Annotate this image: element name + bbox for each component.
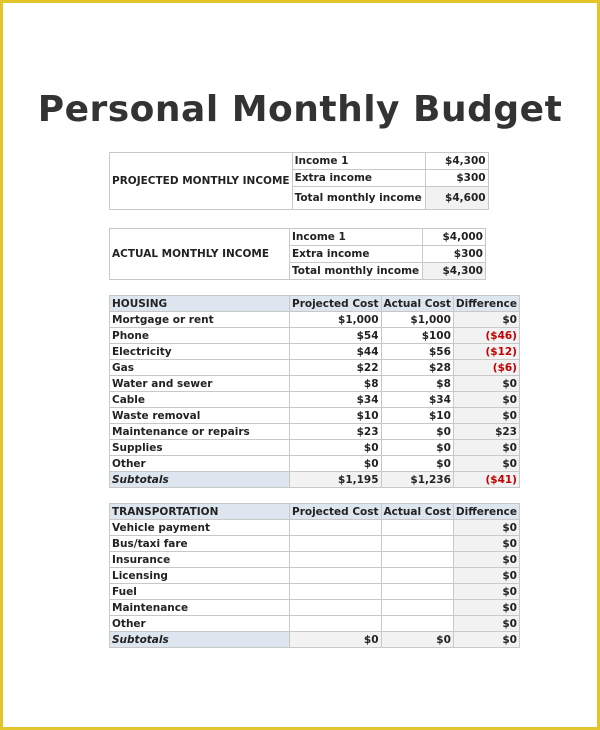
cell-label[interactable]: Total monthly income [290,263,423,280]
table-row [110,424,520,440]
cell-projected[interactable] [290,584,382,600]
column-header[interactable]: Difference [453,296,519,312]
subtotal-actual[interactable]: $1,236 [381,472,453,488]
cell-projected[interactable] [290,536,382,552]
cell-projected[interactable] [290,552,382,568]
table-row [110,568,520,584]
table-row [110,328,520,344]
cell-difference[interactable]: $0 [453,376,519,392]
subtotal-label[interactable]: Subtotals [110,632,290,648]
cell-label[interactable]: Maintenance [110,600,290,616]
actual-income-table [109,228,486,280]
table-row [110,229,486,246]
cell-label[interactable]: Insurance [110,552,290,568]
cell-projected[interactable]: $34 [290,392,382,408]
table-row [110,552,520,568]
cell-actual[interactable] [381,616,453,632]
cell-difference[interactable]: $0 [453,568,519,584]
table-header-row [110,504,520,520]
cell-label[interactable]: Electricity [110,344,290,360]
cell-actual[interactable]: $8 [381,376,453,392]
column-header[interactable]: Actual Cost [381,296,453,312]
cell-difference[interactable]: $0 [453,440,519,456]
cell-difference[interactable]: ($6) [453,360,519,376]
subtotal-difference[interactable]: $0 [453,632,519,648]
cell-label[interactable]: Income 1 [290,229,423,246]
table-row [110,520,520,536]
page-title: Personal Monthly Budget [37,89,563,130]
cell-projected[interactable] [290,568,382,584]
cell-difference[interactable]: $0 [453,536,519,552]
cell-actual[interactable] [381,584,453,600]
cell-projected[interactable] [290,616,382,632]
cell-label[interactable]: Other [110,456,290,472]
cell-difference[interactable]: $0 [453,456,519,472]
cell-difference[interactable]: $0 [453,616,519,632]
table-row [110,456,520,472]
table-row [110,600,520,616]
column-header[interactable]: Difference [453,504,519,520]
transportation-rows [110,520,520,632]
cell-difference[interactable]: $23 [453,424,519,440]
cell-difference[interactable]: $0 [453,600,519,616]
cell-projected[interactable]: $54 [290,328,382,344]
cell-label[interactable]: Fuel [110,584,290,600]
actual-income-label[interactable]: ACTUAL MONTHLY INCOME [110,229,290,280]
subtotal-difference[interactable]: ($41) [453,472,519,488]
cell-difference[interactable]: $0 [453,584,519,600]
cell-label[interactable]: Extra income [292,170,425,187]
table-row [110,616,520,632]
cell-label[interactable]: Maintenance or repairs [110,424,290,440]
cell-value[interactable]: $4,300 [425,153,488,170]
cell-actual[interactable] [381,536,453,552]
cell-label[interactable]: Supplies [110,440,290,456]
cell-actual[interactable] [381,568,453,584]
cell-label[interactable]: Bus/taxi fare [110,536,290,552]
cell-projected[interactable]: $0 [290,440,382,456]
cell-projected[interactable] [290,600,382,616]
cell-actual[interactable]: $10 [381,408,453,424]
table-row [110,392,520,408]
cell-difference[interactable]: ($46) [453,328,519,344]
cell-actual[interactable]: $0 [381,440,453,456]
housing-rows [110,312,520,472]
cell-projected[interactable]: $10 [290,408,382,424]
table-row [110,344,520,360]
cell-difference[interactable]: $0 [453,552,519,568]
cell-label[interactable]: Gas [110,360,290,376]
cell-label[interactable]: Phone [110,328,290,344]
subtotal-projected[interactable]: $0 [290,632,382,648]
cell-label[interactable]: Extra income [290,246,423,263]
cell-actual[interactable]: $0 [381,424,453,440]
cell-actual[interactable] [381,520,453,536]
cell-projected[interactable]: $44 [290,344,382,360]
subtotal-projected[interactable]: $1,195 [290,472,382,488]
cell-difference[interactable]: $0 [453,392,519,408]
cell-projected[interactable]: $22 [290,360,382,376]
cell-actual[interactable] [381,600,453,616]
table-header-row [110,296,520,312]
table-row [110,536,520,552]
cell-label[interactable]: Water and sewer [110,376,290,392]
cell-value[interactable]: $300 [423,246,486,263]
cell-difference[interactable]: $0 [453,408,519,424]
cell-label[interactable]: Income 1 [292,153,425,170]
cell-projected[interactable]: $8 [290,376,382,392]
subtotal-row [110,472,520,488]
cell-projected[interactable] [290,520,382,536]
cell-projected[interactable]: $0 [290,456,382,472]
cell-actual[interactable]: $1,000 [381,312,453,328]
projected-income-label[interactable]: PROJECTED MONTHLY INCOME [110,153,293,210]
cell-difference[interactable]: $0 [453,312,519,328]
cell-actual[interactable]: $28 [381,360,453,376]
cell-label[interactable]: Other [110,616,290,632]
cell-value[interactable]: $4,300 [423,263,486,280]
cell-difference[interactable]: ($12) [453,344,519,360]
cell-actual[interactable]: $34 [381,392,453,408]
cell-actual[interactable]: $100 [381,328,453,344]
column-header[interactable]: Actual Cost [381,504,453,520]
cell-projected[interactable]: $23 [290,424,382,440]
cell-label[interactable]: Licensing [110,568,290,584]
table-row [110,584,520,600]
subtotal-actual[interactable]: $0 [381,632,453,648]
subtotal-row [110,632,520,648]
table-row [110,153,489,170]
subtotal-label[interactable]: Subtotals [110,472,290,488]
cell-label[interactable]: Cable [110,392,290,408]
column-header[interactable]: TRANSPORTATION [110,504,290,520]
cell-value[interactable]: $300 [425,170,488,187]
cell-actual[interactable] [381,552,453,568]
housing-table [109,295,520,488]
column-header[interactable]: Projected Cost [290,296,382,312]
column-header[interactable]: HOUSING [110,296,290,312]
cell-label[interactable]: Vehicle payment [110,520,290,536]
table-row [110,312,520,328]
projected-income-table [109,152,489,210]
transportation-table [109,503,520,648]
table-row [110,408,520,424]
cell-label[interactable]: Waste removal [110,408,290,424]
cell-difference[interactable]: $0 [453,520,519,536]
column-header[interactable]: Projected Cost [290,504,382,520]
cell-label[interactable]: Mortgage or rent [110,312,290,328]
cell-actual[interactable]: $56 [381,344,453,360]
table-row [110,376,520,392]
table-row [110,440,520,456]
cell-label[interactable]: Total monthly income [292,187,425,210]
cell-value[interactable]: $4,000 [423,229,486,246]
cell-actual[interactable]: $0 [381,456,453,472]
table-row [110,360,520,376]
cell-projected[interactable]: $1,000 [290,312,382,328]
cell-value[interactable]: $4,600 [425,187,488,210]
